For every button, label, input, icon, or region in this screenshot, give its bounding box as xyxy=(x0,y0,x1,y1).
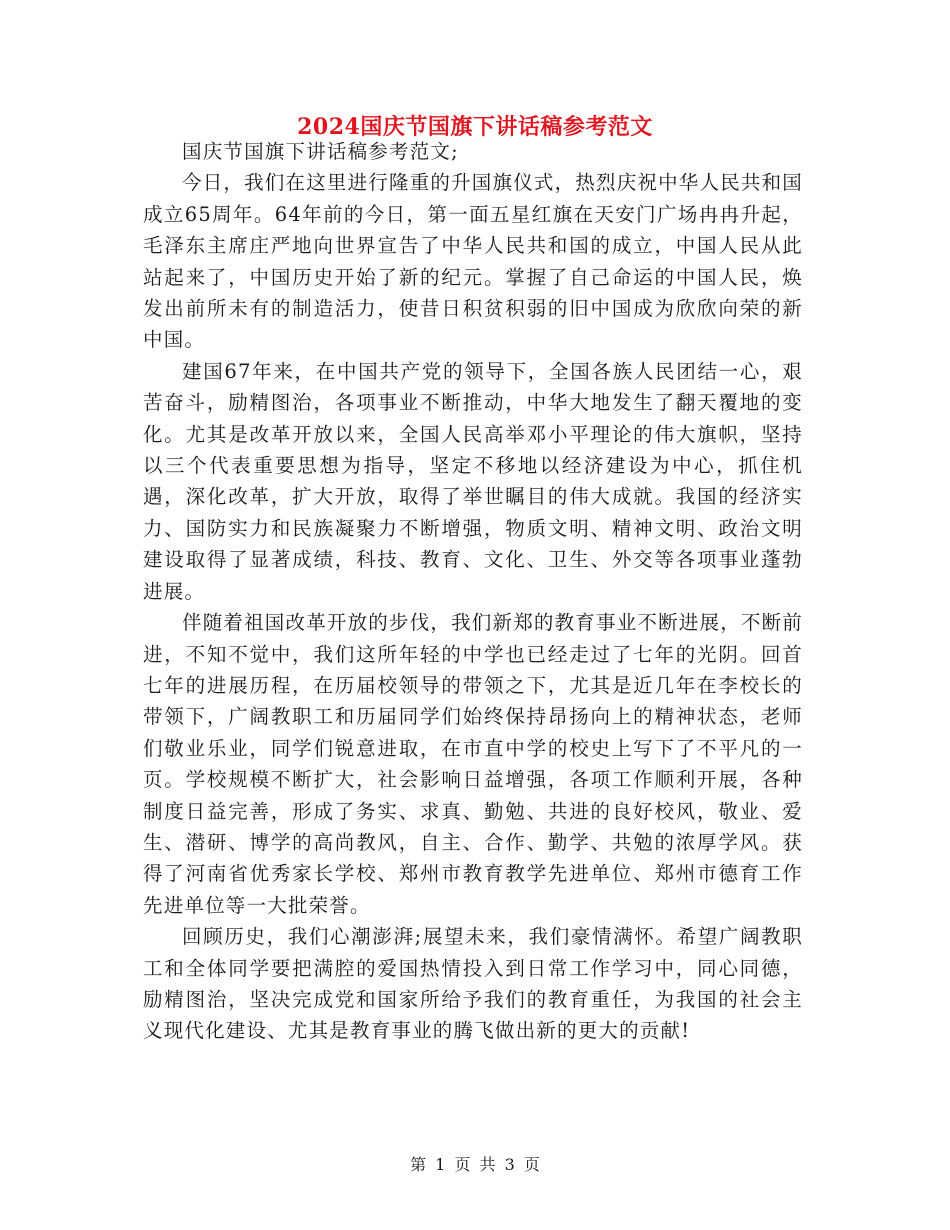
paragraph-2: 建国67年来，在中国共产党的领导下，全国各族人民团结一心，艰苦奋斗，励精图治，各项事业不断推动，中华大地发生了翻天覆地的变化。尤其是改革开放以来，全国人民高举邓小平理论的伟大旗帜，坚持以三个代表重要思想为指导，坚定不移地以经济建设为中心，抓住机遇，深化改革，扩大开放，取得了举世瞩目的伟大成就。我国的经济实力、国防实力和民族凝聚力不断增强，物质文明、精神文明、政治文明建设取得了显著成绩，科技、教育、文化、卫生、外交等各项事业蓬勃进展。 xyxy=(143,359,803,603)
document-body xyxy=(143,136,803,1047)
paragraph-1: 今日，我们在这里进行隆重的升国旗仪式，热烈庆祝中华人民共和国成立65周年。64年前的今日，第一面五星红旗在天安门广场冉冉升起，毛泽东主席庄严地向世界宣告了中华人民共和国的成立，中国人民从此站起来了，中国历史开始了新的纪元。掌握了自己命运的中国人民，焕发出前所未有的制造活力，使昔日积贫积弱的旧中国成为欣欣向荣的新中国。 xyxy=(143,171,804,352)
paragraph-intro: 国庆节国旗下讲话稿参考范文; xyxy=(182,140,459,163)
page-number-footer: 第 1 页 共 3 页 xyxy=(410,1155,540,1174)
paragraph-4: 回顾历史，我们心潮澎湃;展望未来，我们豪情满怀。希望广阔教职工和全体同学要把满腔的爱国热情投入到日常工作学习中，同心同德，励精图治，坚决完成党和国家所给予我们的教育重任，为我国的社会主义现代化建设、尤其是教育事业的腾飞做出新的更大的贡献! xyxy=(143,925,803,1043)
paragraph-3: 伴随着祖国改革开放的步伐，我们新郑的教育事业不断进展，不断前进，不知不觉中，我们这所年轻的中学也已经走过了七年的光阴。回首七年的进展历程，在历届校领导的带领之下，尤其是近几年在李校长的带领下，广阔教职工和历届同学们始终保持昂扬向上的精神状态，老师们敬业乐业，同学们锐意进取，在市直中学的校史上写下了不平凡的一页。学校规模不断扩大，社会影响日益增强，各项工作顺利开展，各种制度日益完善，形成了务实、求真、勤勉、共进的良好校风，敬业、爱生、潜研、博学的高尚教风，自主、合作、勤学、共勉的浓厚学风。获得了河南省优秀家长学校、郑州市教育教学先进单位、郑州市德育工作先进单位等一大批荣誉。 xyxy=(143,611,804,917)
document-title: 2024国庆节国旗下讲话稿参考范文 xyxy=(297,114,653,140)
